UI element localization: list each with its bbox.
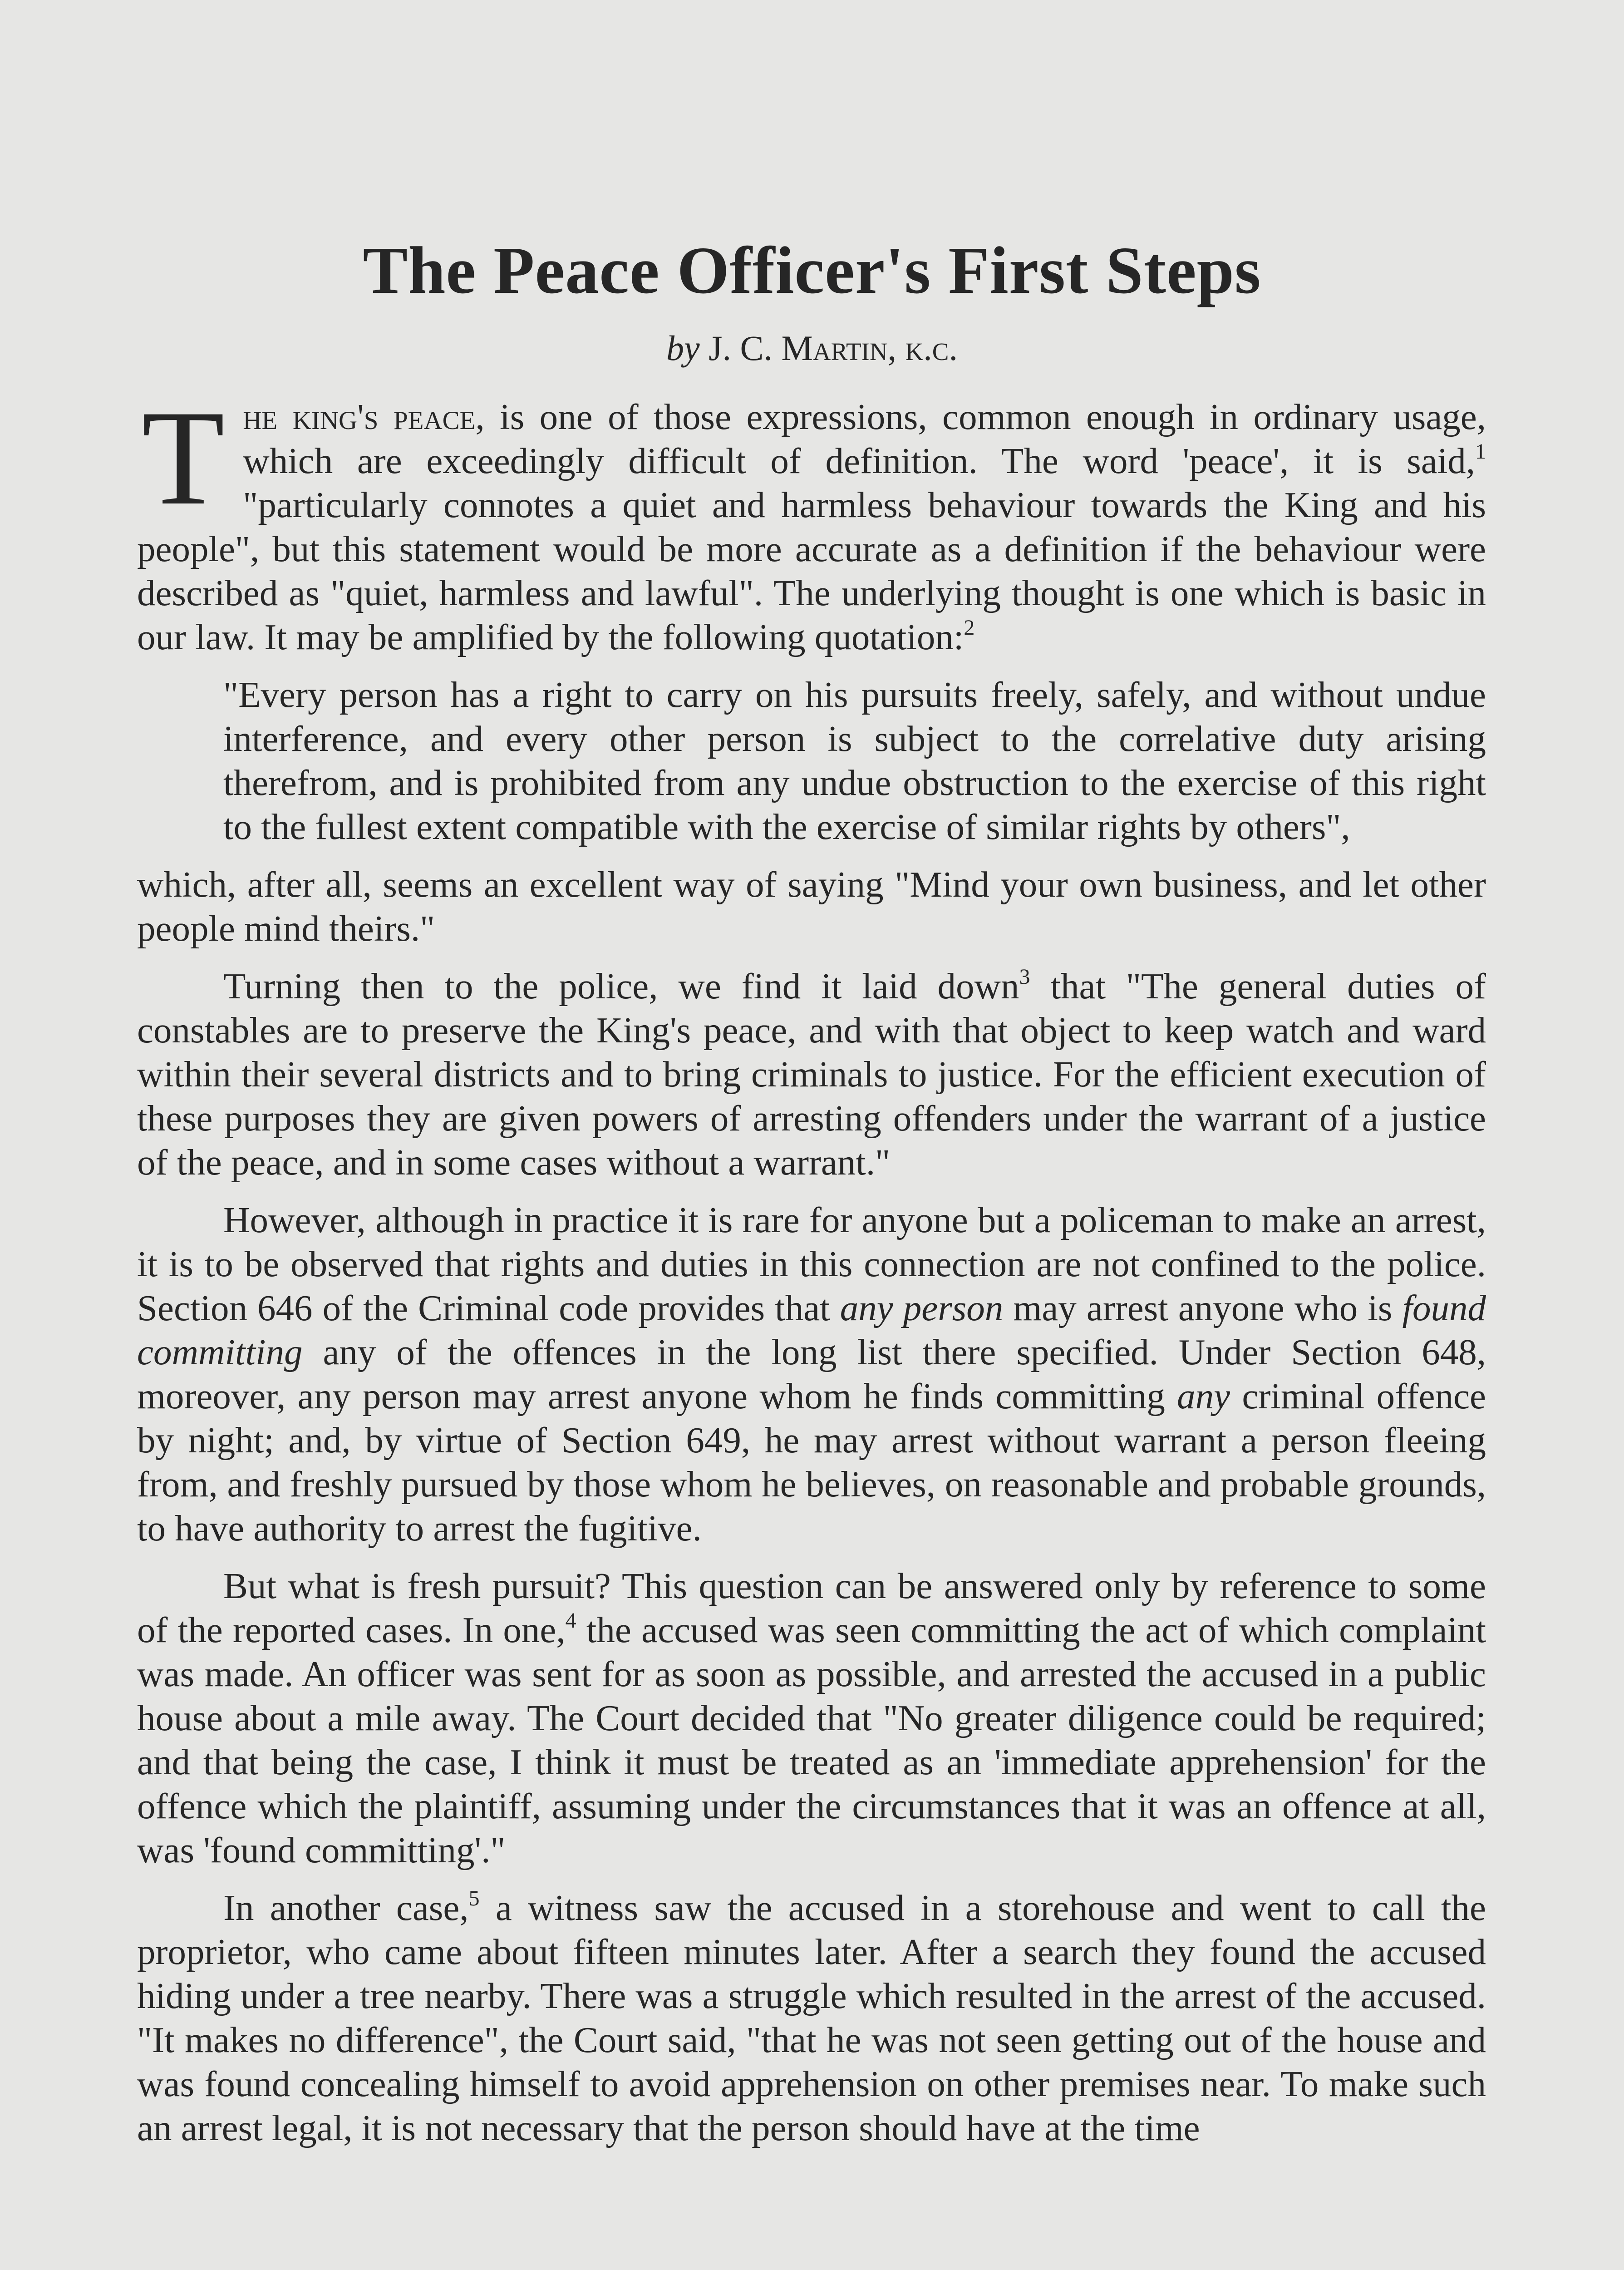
emphasis: any person xyxy=(840,1288,1004,1328)
drop-cap: T xyxy=(142,382,225,533)
paragraph-text: Turning then to the police, we find it laid down xyxy=(223,966,1019,1007)
paragraph-text: a witness saw the accused in a storehouse and went to call the proprietor, who came about fifteen minutes later. After a search they found the accused hiding under a tree nearby. There was a struggle which resulted in the arrest of the accused. "It makes no difference", the Court said, "that he was not seen getting out of the house and was found concealing himself to avoid apprehension on other premises near. To make such an arrest legal, it is not necessary that the person should have at the time xyxy=(137,1887,1486,2148)
footnote-ref: 1 xyxy=(1475,439,1486,464)
paragraph-5 xyxy=(137,1564,1486,1872)
paragraph-text: may arrest anyone who is xyxy=(1003,1288,1403,1328)
footnote-ref: 3 xyxy=(1019,965,1030,989)
emphasis: found committing xyxy=(137,1288,1486,1372)
emphasis: any xyxy=(1177,1376,1230,1416)
paragraph-text: is one of those expressions, common enough in ordinary usage, which are exceedingly difficult of definition. The word 'peace', it is said, xyxy=(243,396,1486,481)
article-body xyxy=(137,382,1486,2150)
paragraph-text: But what is fresh pursuit? This question can be answered only by reference to some of the reported cases. In one, xyxy=(137,1565,1486,1650)
paragraph-3 xyxy=(137,964,1486,1184)
article-title: The Peace Officer's First Steps xyxy=(363,233,1261,308)
footnote-ref: 4 xyxy=(565,1609,576,1633)
byline-author: J. C. Martin, k.c. xyxy=(709,328,958,368)
paragraph-1 xyxy=(137,382,1486,659)
footnote-ref: 5 xyxy=(468,1886,480,1910)
block-quote: "Every person has a right to carry on his pursuits freely, safely, and without undue interference, and every other person is subject to the correlative duty arising therefrom, and is prohibited from any undue obstruction to the exercise of this right to the fullest extent compatible with the exercise of similar rights by others", xyxy=(223,674,1486,847)
paragraph-text: However, although in practice it is rare for anyone but a policeman to make an arrest, it is to be observed that rights and duties in this connection are not confined to the police. Section 646 of the Criminal code provides that xyxy=(137,1199,1486,1328)
paragraph-6 xyxy=(137,1886,1486,2150)
paragraph-text: criminal offence by night; and, by virtue of Section 649, he may arrest without warrant a person fleeing from, and freshly pursued by those whom he believes, on reasonable and probable grounds, to have authority to arrest the fugitive. xyxy=(137,1376,1486,1549)
paragraph-text: the accused was seen committing the act of which complaint was made. An officer was sent for as soon as possible, and arrested the accused in a public house about a mile away. The Court decided that "No greater diligence could be required; and that being the case, I think it must be treated as an 'immediate apprehension' for the offence which the plaintiff, assuming under the circumstances that it was an offence at all, was 'found committing'." xyxy=(137,1609,1486,1870)
paragraph-text: In another case, xyxy=(223,1887,469,1928)
byline-by: by xyxy=(666,328,700,368)
byline xyxy=(0,328,1624,369)
footnote-ref: 2 xyxy=(964,616,975,640)
lead-in: he king's peace, xyxy=(243,396,485,437)
paragraph-2: which, after all, seems an excellent way of saying "Mind your own business, and let other people mind theirs." xyxy=(137,864,1486,949)
paragraph-text: "particularly connotes a quiet and harmless behaviour towards the King and his people", but this statement would be more accurate as a definition if the behaviour were described as "quiet, harmless and lawful". The underlying thought is one which is basic in our law. It may be amplified by the following quotation: xyxy=(137,484,1486,657)
paragraph-text: that "The general duties of constables are to preserve the King's peace, and with that object to keep watch and ward within their several districts and to bring criminals to justice. For the efficient execution of these purposes they are given powers of arresting offenders under the warrant of a justice of the peace, and in some cases without a warrant." xyxy=(137,966,1486,1183)
paragraph-4 xyxy=(137,1198,1486,1550)
paragraph-text: any of the offences in the long list there specified. Under Section 648, moreover, any person may arrest anyone whom he finds committing xyxy=(137,1332,1486,1416)
